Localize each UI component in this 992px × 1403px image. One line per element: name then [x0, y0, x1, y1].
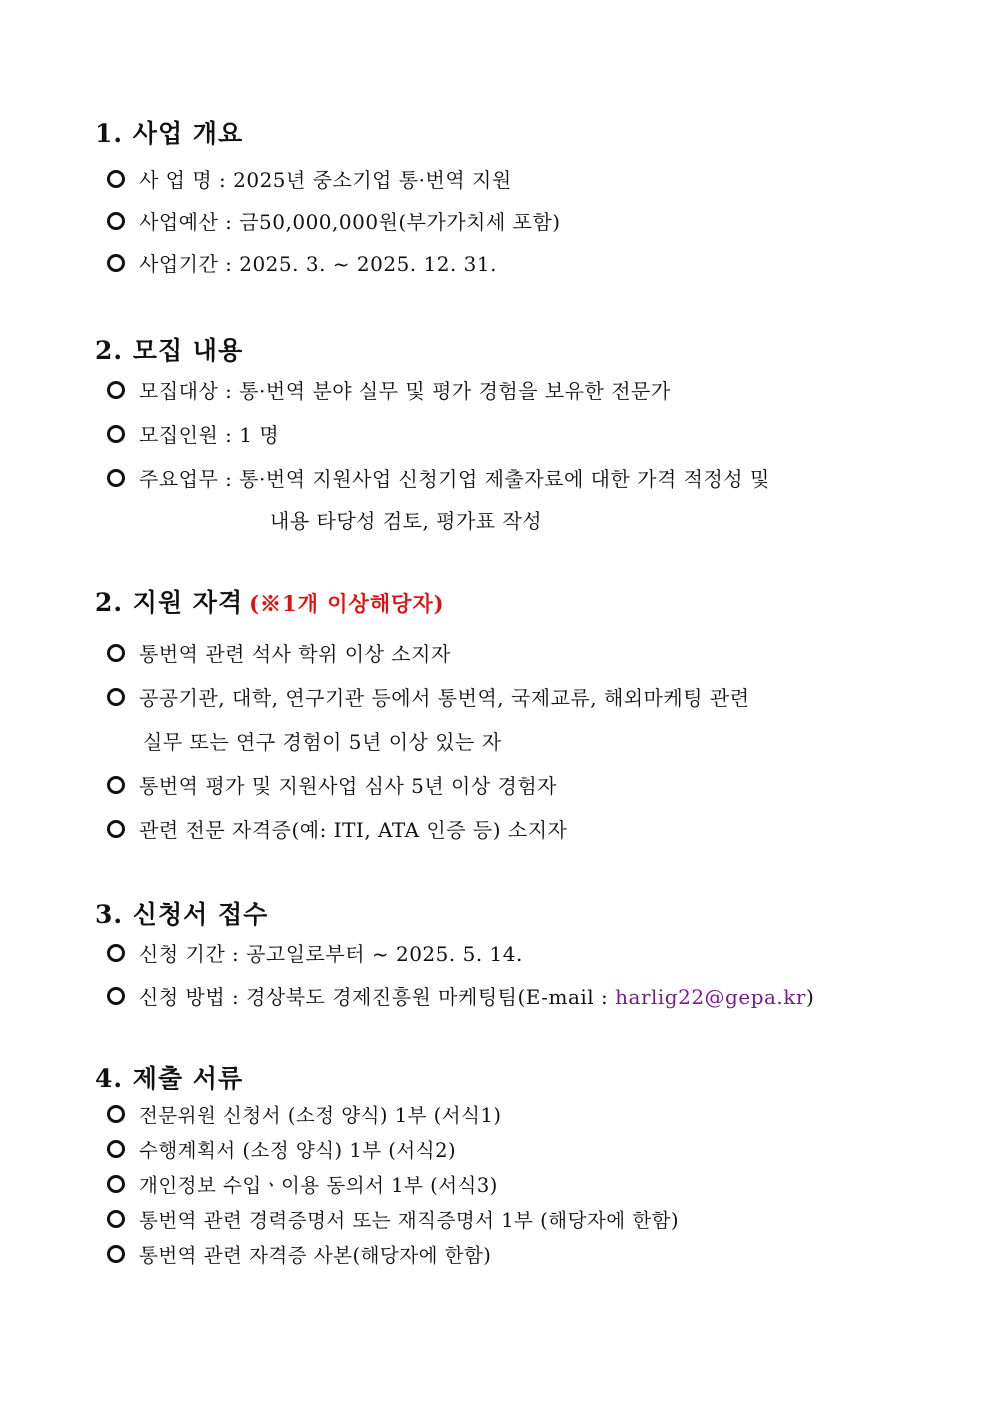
list-item: 통번역 관련 자격증 사본(해당자에 한함) [107, 1240, 491, 1268]
list-item: 개인정보 수입ㆍ이용 동의서 1부 (서식3) [107, 1170, 498, 1198]
list-item: 신청 기간 : 공고일로부터 ~ 2025. 5. 14. [107, 938, 523, 967]
circle-bullet-icon [107, 820, 125, 838]
circle-bullet-icon [107, 688, 125, 706]
section-title-documents: 4. 제출 서류 [95, 1064, 244, 1093]
list-item: 공공기관, 대학, 연구기관 등에서 통번역, 국제교류, 해외마케팅 관련 [107, 682, 750, 711]
list-item: 신청 방법 : 경상북도 경제진흥원 마케팅팀(E-mail : harlig22@gepa.kr) [107, 981, 814, 1010]
list-item: 모집인원 : 1 명 [107, 419, 279, 448]
circle-bullet-icon [107, 1210, 125, 1228]
list-item: 모집대상 : 통·번역 분야 실무 및 평가 경험을 보유한 전문가 [107, 375, 671, 404]
circle-bullet-icon [107, 1105, 125, 1123]
list-item-continuation: 실무 또는 연구 경험이 5년 이상 있는 자 [143, 730, 502, 754]
circle-bullet-icon [107, 1245, 125, 1263]
section-title-qualification [95, 583, 445, 619]
circle-bullet-icon [107, 425, 125, 443]
circle-bullet-icon [107, 170, 125, 188]
list-item: 수행계획서 (소정 양식) 1부 (서식2) [107, 1135, 456, 1163]
circle-bullet-icon [107, 212, 125, 230]
list-item: 사업예산 : 금50,000,000원(부가가치세 포함) [107, 206, 561, 235]
list-item: 통번역 평가 및 지원사업 심사 5년 이상 경험자 [107, 770, 557, 799]
circle-bullet-icon [107, 776, 125, 794]
list-item: 통번역 관련 석사 학위 이상 소지자 [107, 638, 451, 667]
circle-bullet-icon [107, 944, 125, 962]
list-item: 주요업무 : 통·번역 지원사업 신청기업 제출자료에 대한 가격 적정성 및 [107, 463, 770, 492]
circle-bullet-icon [107, 644, 125, 662]
list-item: 사업기간 : 2025. 3. ~ 2025. 12. 31. [107, 248, 497, 277]
list-item: 관련 전문 자격증(예: ITI, ATA 인증 등) 소지자 [107, 814, 567, 843]
circle-bullet-icon [107, 1175, 125, 1193]
section-title-overview: 1. 사업 개요 [95, 119, 244, 148]
circle-bullet-icon [107, 381, 125, 399]
list-item: 통번역 관련 경력증명서 또는 재직증명서 1부 (해당자에 한함) [107, 1205, 679, 1233]
email-text: harlig22@gepa.kr [615, 985, 806, 1009]
circle-bullet-icon [107, 1140, 125, 1158]
section-title-recruit: 2. 모집 내용 [95, 336, 244, 365]
circle-bullet-icon [107, 254, 125, 272]
circle-bullet-icon [107, 469, 125, 487]
list-item-continuation: 내용 타당성 검토, 평가표 작성 [270, 509, 543, 533]
circle-bullet-icon [107, 987, 125, 1005]
list-item: 사 업 명 : 2025년 중소기업 통·번역 지원 [107, 164, 512, 193]
section-note: (※1개 이상해당자) [249, 591, 445, 616]
section-title-application: 3. 신청서 접수 [95, 900, 269, 929]
section-title-text: 2. 지원 자격 [95, 588, 244, 617]
list-item: 전문위원 신청서 (소정 양식) 1부 (서식1) [107, 1100, 501, 1128]
